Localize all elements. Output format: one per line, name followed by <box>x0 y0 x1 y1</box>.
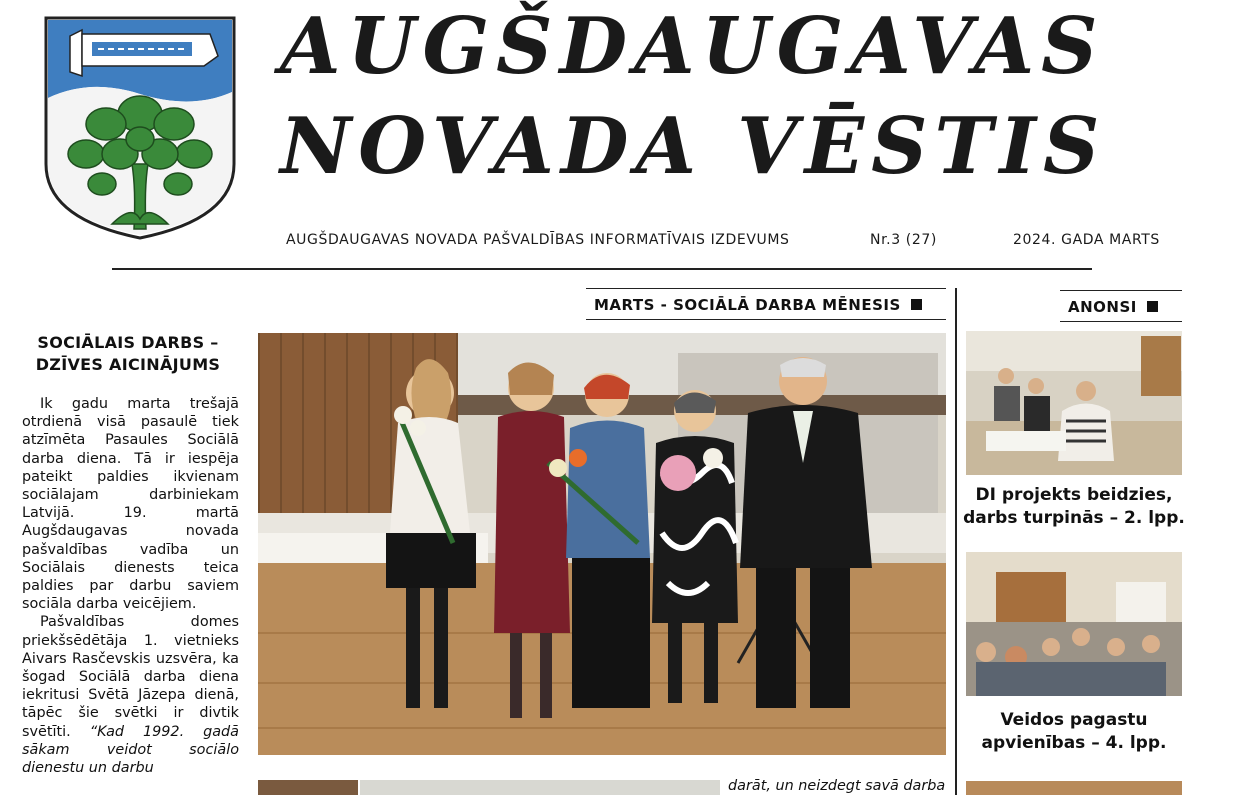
section-header-main <box>586 288 946 320</box>
sidebar-caption-2-line1: Veidos pagastu <box>1000 710 1148 730</box>
section-header-anonsi-label: ANONSI <box>1068 297 1137 316</box>
section-header-main-label: MARTS - SOCIĀLĀ DARBA MĒNESIS <box>594 295 901 314</box>
article-paragraph <box>22 613 239 777</box>
article-paragraph: Ik gadu marta trešajā otrdienā visā pasaulē tiek atzīmēta Pasaules Sociālā darba diena. Tā ir iespēja pateikt paldies ikvienam sociālajam darbiniekam Latvijā. 19. martā Augšdaugavas novada pašvaldības vadība un Sociālais dienests teica paldies par darbu saviem sociāla darba veicējiem. <box>22 396 239 613</box>
article-paragraph-text: Pašvaldības domes priekšsēdētāja 1. vietnieks Aivars Rasčevskis uzsvēra, ka šogad Sociālā darba diena iekritusi Svētā Jāzepa dienā, tāpēc šie svētki ir divtik svētīti. <box>22 614 239 740</box>
masthead-divider <box>112 268 1092 270</box>
sidebar-caption-1-line2: darbs turpinās – 2. lpp. <box>963 508 1185 528</box>
sidebar-caption-2[interactable] <box>960 709 1188 755</box>
second-photo-fragment <box>360 780 720 795</box>
publication-subtitle: AUGŠDAUGAVAS NOVADA PAŠVALDĪBAS INFORMATĪVAIS IZDEVUMS <box>286 232 790 248</box>
left-article-headline <box>22 332 234 376</box>
left-headline-line1: SOCIĀLAIS DARBS – <box>37 333 219 352</box>
coat-of-arms-logo <box>42 14 238 242</box>
sidebar-caption-1[interactable] <box>960 484 1188 530</box>
issue-number: Nr.3 (27) <box>870 232 937 248</box>
section-header-anonsi <box>1060 290 1182 322</box>
sidebar-caption-2-line2: apvienības – 4. lpp. <box>981 733 1167 753</box>
sidebar-photo-workshop <box>966 331 1182 475</box>
article-quote: “Kad 1992. gadā sākam veidot sociālo dienestu un darbu <box>22 723 240 777</box>
second-photo-fragment <box>258 780 358 795</box>
sidebar-photo-fragment <box>966 781 1182 795</box>
sidebar-photo-meeting <box>966 552 1182 696</box>
square-bullet-icon <box>911 299 922 310</box>
sidebar-caption-1-line1: DI projekts beidzies, <box>975 485 1173 505</box>
square-bullet-icon <box>1147 301 1158 312</box>
main-group-photo <box>258 333 946 755</box>
left-article-body <box>22 395 239 777</box>
column-divider <box>955 288 957 795</box>
newspaper-title-line2: NOVADA VĒSTIS <box>280 101 1107 192</box>
issue-date: 2024. GADA MARTS <box>1013 232 1160 248</box>
left-headline-line2: DZĪVES AICINĀJUMS <box>35 355 221 374</box>
newspaper-title-line1: AUGŠDAUGAVAS <box>280 1 1105 92</box>
article-continuation: darāt, un neizdegt savā darba <box>728 778 946 794</box>
